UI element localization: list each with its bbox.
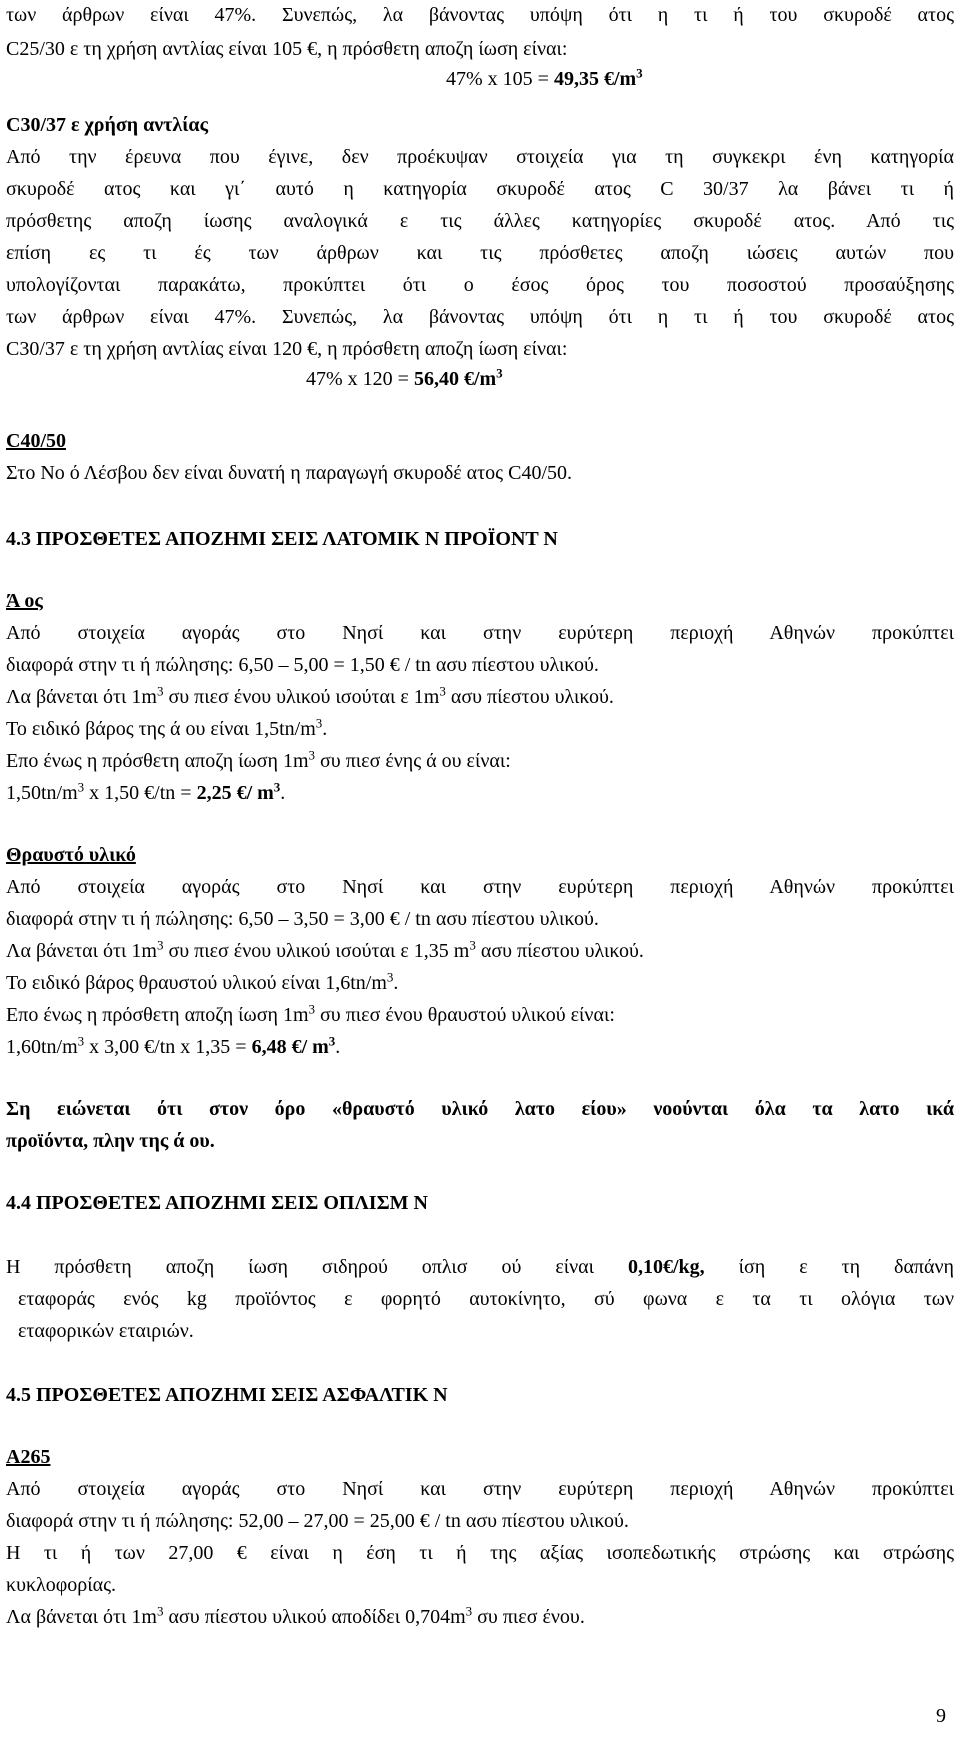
note-line-1: Ση ειώνεται ότι στον όρο «θραυστό υλικό λατο είου» νοούνται όλα τα λατο ικά: [6, 1098, 954, 1120]
thraust-line-2: διαφορά στην τι ή πώλησης: 6,50 – 3,50 = 3,00 € / tn ασυ πίεστου υλικού.: [6, 908, 599, 930]
c3037-heading: C30/37 ε χρήση αντλίας: [6, 114, 209, 136]
c3037-line-3: πρόσθετης αποζη ίωσης αναλογικά ε τις άλλες κατηγορίες σκυροδέ ατος. Από τις: [6, 210, 954, 232]
thraust-line-1: Από στοιχεία αγοράς στο Νησί και στην ευρύτερη περιοχή Αθηνών προκύπτει: [6, 876, 954, 898]
thraust-line-4: Το ειδικό βάρος θραυστού υλικού είναι $1,6tn/m^3$.: [6, 969, 399, 994]
ammos-line-5: Επο ένως η πρόσθετη αποζη ίωση $1m^3$ συ πιεσ ένης ά ου είναι:: [6, 747, 511, 772]
c3037-line-1: Από την έρευνα που έγινε, δεν προέκυψαν στοιχεία για τη συγκεκρι ένη κατηγορία: [6, 146, 954, 168]
section-4-4-heading: 4.4 ΠΡΟΣΘΕΤΕΣ ΑΠΟΖΗΜΙ ΣΕΙΣ ΟΠΛΙΣΜ Ν: [6, 1192, 428, 1214]
ammos-heading: Ά ος: [6, 590, 43, 612]
page-number: 9: [936, 1705, 946, 1727]
thraust-heading: Θραυστό υλικό: [6, 844, 136, 866]
thraust-line-5: Επο ένως η πρόσθετη αποζη ίωση $1m^3$ συ πιεσ ένου θραυστού υλικού είναι:: [6, 1001, 615, 1026]
c3037-line-4: επίση ες τι ές των άρθρων και τις πρόσθετες αποζη ιώσεις αυτών που: [6, 242, 954, 264]
c3037-line-2: σκυροδέ ατος και γι΄ αυτό η κατηγορία σκυροδέ ατος C 30/37 λα βάνει τι ή: [6, 178, 954, 200]
intro-line-2: C25/30 ε τη χρήση αντλίας είναι 105 €, η πρόσθετη αποζη ίωση είναι:: [6, 38, 568, 60]
c3037-line-6: των άρθρων είναι 47%. Συνεπώς, λα βάνοντας υπόψη ότι η τι ή του σκυροδέ ατος: [6, 306, 954, 328]
c3037-line-7: C30/37 ε τη χρήση αντλίας είναι 120 €, η πρόσθετη αποζη ίωση είναι:: [6, 338, 568, 360]
section-4-3-heading: 4.3 ΠΡΟΣΘΕΤΕΣ ΑΠΟΖΗΜΙ ΣΕΙΣ ΛΑΤΟΜΙΚ Ν ΠΡΟΪΟΝΤ Ν: [6, 528, 558, 550]
c4050-heading: C40/50: [6, 430, 66, 452]
a265-line-4: κυκλοφορίας.: [6, 1574, 117, 1596]
ammos-line-6: $1,50tn/m^3$ x 1,50 €/tn = 2,25 €/ $m^3$.: [6, 779, 286, 804]
ammos-line-4: Το ειδικό βάρος της ά ου είναι $1,5tn/m^3$.: [6, 715, 328, 740]
s44-line-3: εταφορικών εταιριών.: [18, 1320, 194, 1342]
ammos-line-2: διαφορά στην τι ή πώλησης: 6,50 – 5,00 = 1,50 € / tn ασυ πίεστου υλικού.: [6, 654, 599, 676]
section-4-5-heading: 4.5 ΠΡΟΣΘΕΤΕΣ ΑΠΟΖΗΜΙ ΣΕΙΣ ΑΣΦΑΛΤΙΚ Ν: [6, 1384, 448, 1406]
a265-line-3: Η τι ή των 27,00 € είναι η έση τι ή της αξίας ισοπεδωτικής στρώσης και στρώσης: [6, 1542, 954, 1564]
c4050-line: Στο Νο ό Λέσβου δεν είναι δυνατή η παραγωγή σκυροδέ ατος C40/50.: [6, 462, 572, 484]
c3037-formula: 47% x 120 = 56,40 $€/m^3$: [306, 365, 503, 390]
note-line-2: προϊόντα, πλην της ά ου.: [6, 1130, 215, 1152]
a265-line-2: διαφορά στην τι ή πώλησης: 52,00 – 27,00 = 25,00 € / tn ασυ πίεστου υλικού.: [6, 1510, 629, 1532]
a265-heading: Α265: [6, 1446, 51, 1468]
a265-line-1: Από στοιχεία αγοράς στο Νησί και στην ευρύτερη περιοχή Αθηνών προκύπτει: [6, 1478, 954, 1500]
s44-line-2: εταφοράς ενός kg προϊόντος ε φορητό αυτοκίνητο, σύ φωνα ε τα τι ολόγια των: [18, 1288, 954, 1310]
intro-formula: 47% x 105 = 49,35 $€/m^3$: [446, 65, 643, 90]
a265-line-5: Λα βάνεται ότι $1m^3$ ασυ πίεστου υλικού αποδίδει $0,704m^3$ συ πιεσ ένου.: [6, 1603, 585, 1628]
c3037-line-5: υπολογίζονται παρακάτω, προκύπτει ότι ο έσος όρος του ποσοστού προσαύξησης: [6, 274, 954, 296]
ammos-line-1: Από στοιχεία αγοράς στο Νησί και στην ευρύτερη περιοχή Αθηνών προκύπτει: [6, 622, 954, 644]
thraust-line-6: $1,60tn/m^3$ x 3,00 €/tn x 1,35 = 6,48 €/ $m^3$.: [6, 1033, 341, 1058]
s44-line-1: Η πρόσθετη αποζη ίωση σιδηρού οπλισ ού είναι 0,10€/kg, ίση ε τη δαπάνη: [6, 1256, 954, 1278]
intro-line-1: των άρθρων είναι 47%. Συνεπώς, λα βάνοντας υπόψη ότι η τι ή του σκυροδέ ατος: [6, 4, 954, 26]
ammos-line-3: Λα βάνεται ότι $1m^3$ συ πιεσ ένου υλικού ισούται ε $1m^3$ ασυ πίεστου υλικού.: [6, 683, 614, 708]
thraust-line-3: Λα βάνεται ότι $1m^3$ συ πιεσ ένου υλικού ισούται ε 1,35 $m^3$ ασυ πίεστου υλικού.: [6, 937, 644, 962]
